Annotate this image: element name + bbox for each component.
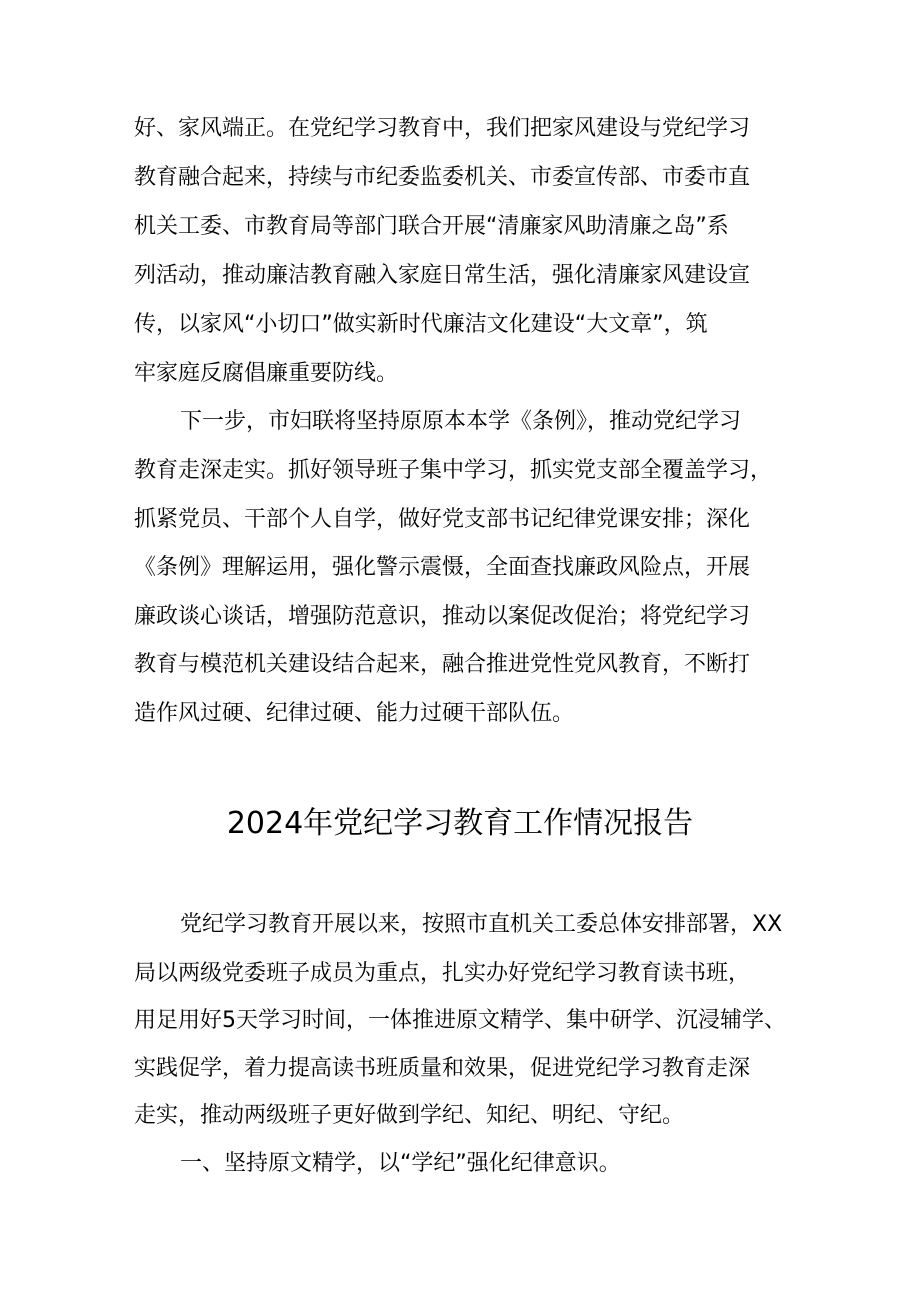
document-title: 2024年党纪学习教育工作情况报告 [226,806,694,841]
paragraph-line: 教育走深走实。抓好领导班子集中学习，抓实党支部全覆盖学习， [134,458,773,483]
paragraph-line: 抓紧党员、干部个人自学，做好党支部书记纪律党课安排；深化 [134,507,751,532]
paragraph-line: 局以两级党委班子成员为重点，扎实办好党纪学习教育读书班， [134,961,751,986]
section-heading: 一、坚持原文精学，以“学纪”强化纪律意识。 [180,1151,621,1176]
paragraph-line: 传，以家风“小切口”做实新时代廉洁文化建设“大文章”，筑 [134,312,708,337]
paragraph-line: 党纪学习教育开展以来，按照市直机关工委总体安排部署，XX [180,912,783,937]
paragraph-line: 《条例》理解运用，强化警示震慑，全面查找廉政风险点，开展 [134,555,751,580]
paragraph-line: 下一步，市妇联将坚持原原本本学《条例》，推动党纪学习 [180,409,742,434]
paragraph-line: 走实，推动两级班子更好做到学纪、知纪、明纪、守纪。 [134,1103,685,1128]
paragraph-line: 牢家庭反腐倡廉重要防线。 [134,361,399,386]
paragraph-line: 实践促学，着力提高读书班质量和效果，促进党纪学习教育走深 [134,1056,751,1081]
paragraph-line: 廉政谈心谈话，增强防范意识，推动以案促改促治；将党纪学习 [134,604,751,629]
paragraph-line: 好、家风端正。在党纪学习教育中，我们把家风建设与党纪学习 [134,116,751,141]
paragraph-line: 教育融合起来，持续与市纪委监委机关、市委宣传部、市委市直 [134,165,751,190]
paragraph-line: 教育与模范机关建设结合起来，融合推进党性党风教育，不断打 [134,652,751,677]
paragraph-line: 机关工委、市教育局等部门联合开展“清廉家风助清廉之岛”系 [134,214,729,239]
paragraph-line: 用足用好5天学习时间，一体推进原文精学、集中研学、沉浸辅学、 [134,1008,786,1033]
paragraph-line: 列活动，推动廉洁教育融入家庭日常生活，强化清廉家风建设宣 [134,263,751,288]
paragraph-line: 造作风过硬、纪律过硬、能力过硬干部队伍。 [134,701,575,726]
